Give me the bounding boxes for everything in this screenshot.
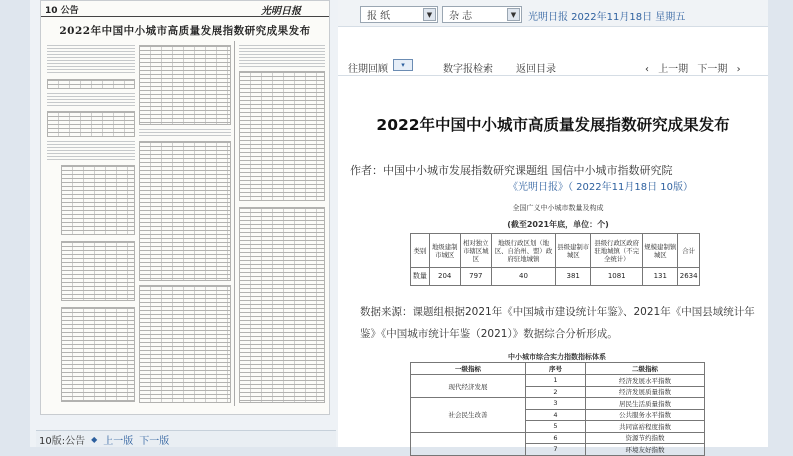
- article-authors: 作者：中国中小城市发展指数研究课题组 国信中小城市指数研究院: [350, 164, 673, 177]
- newspaper-page-thumbnail[interactable]: [40, 0, 330, 415]
- calendar-icon[interactable]: ▾: [393, 59, 413, 71]
- table-header-cell: 县级行政区政府驻地城镇（不完全统计）: [591, 234, 643, 268]
- table-cell: [411, 432, 526, 455]
- table-header-cell: 地级行政区划（地区、自治州、盟）政府驻地城镇: [491, 234, 555, 268]
- current-page-label: 10版:公告: [39, 435, 86, 447]
- table-header-cell: 序号: [526, 363, 586, 375]
- table-cell: 204: [429, 268, 460, 286]
- table-block: [139, 141, 231, 281]
- text-block: [47, 141, 135, 161]
- page-preview-panel: [30, 0, 338, 447]
- table-cell: 131: [643, 268, 678, 286]
- table-block: [47, 111, 135, 137]
- chevron-down-icon: ▼: [507, 8, 520, 21]
- table-block: [61, 165, 135, 235]
- page-navigation: [36, 430, 336, 447]
- table-block: [139, 285, 231, 403]
- chevron-right-icon: ›: [736, 64, 741, 75]
- paper-page-label: 10 公告: [45, 6, 79, 16]
- arrow-left-icon: ◆: [91, 434, 98, 444]
- table-block: [139, 45, 231, 125]
- table-row: [411, 432, 705, 444]
- digital-search-link[interactable]: 数字报检索: [443, 64, 493, 75]
- table-block: [47, 79, 135, 89]
- table-cell: 4: [526, 409, 586, 421]
- prev-issue-link[interactable]: 上一期: [658, 64, 689, 75]
- issue-navigation: [645, 60, 747, 75]
- newspaper-select-value: 报 纸: [367, 11, 391, 22]
- city-count-table: [410, 233, 700, 286]
- text-block: [47, 93, 135, 107]
- text-block: [139, 129, 231, 137]
- chevron-left-icon: ‹: [645, 64, 649, 75]
- back-to-index-link[interactable]: 返回目录: [516, 64, 556, 75]
- table-header-cell: 合计: [678, 234, 700, 268]
- table-header-cell: 规模建制镇城区: [643, 234, 678, 268]
- table-cell: 381: [556, 268, 591, 286]
- index-system-table: [410, 362, 705, 456]
- table-cell: 3: [526, 398, 586, 410]
- table-cell: 5: [526, 421, 586, 433]
- table-cell: 共同富裕程度指数: [586, 421, 705, 433]
- table-cell: 1: [526, 375, 586, 387]
- text-block: [239, 45, 325, 67]
- table-header-cell: 相对独立市辖区城区: [460, 234, 491, 268]
- paper-header: [41, 1, 329, 17]
- table-cell: 797: [460, 268, 491, 286]
- magazine-select[interactable]: [442, 6, 522, 23]
- table-cell: 2: [526, 386, 586, 398]
- article-source: 《光明日报》（ 2022年11月18日 10版）: [508, 182, 693, 193]
- table-cell: 6: [526, 432, 586, 444]
- next-issue-link[interactable]: 下一期: [697, 64, 728, 75]
- table-cell: 1081: [591, 268, 643, 286]
- table-cell: 公共服务水平指数: [586, 409, 705, 421]
- table-row: [411, 398, 705, 410]
- article-title: 2022年中国中小城市高质量发展指数研究成果发布: [376, 116, 730, 134]
- issue-date: 光明日报 2022年11月18日 星期五: [528, 12, 686, 23]
- table-cell: 环境友好指数: [586, 444, 705, 456]
- table-cell: 2634: [678, 268, 700, 286]
- top-bar: [338, 0, 768, 27]
- table-header-cell: 一级指标: [411, 363, 526, 375]
- table-cell: 社会民生改善: [411, 398, 526, 433]
- table-cell: 居民生活质量指数: [586, 398, 705, 410]
- table-block: [61, 307, 135, 402]
- paper-headline: 2022年中国中小城市高质量发展指数研究成果发布: [59, 25, 311, 37]
- table-cell: 40: [491, 268, 555, 286]
- table-header-cell: 县级建制市城区: [556, 234, 591, 268]
- table-block: [61, 241, 135, 301]
- table-header-cell: 类别: [411, 234, 430, 268]
- data-source-note: 数据来源：课题组根据2021年《中国城市建设统计年鉴》、2021年《中国县域统计年鉴》《中国城市统计年鉴（2021）》数据综合分析形成。: [360, 306, 755, 340]
- table-cell: 经济发展水平指数: [586, 375, 705, 387]
- table2-caption: 中小城市综合实力指数指标体系: [508, 353, 606, 361]
- table-header-cell: 地级建制市城区: [429, 234, 460, 268]
- table-cell: 7: [526, 444, 586, 456]
- table-block: [239, 71, 325, 201]
- masthead-logo: 光明日报: [261, 6, 301, 17]
- table-header-cell: 二级指标: [586, 363, 705, 375]
- magazine-select-value: 杂 志: [449, 11, 473, 22]
- past-issues-link[interactable]: 往期回顾: [348, 64, 388, 75]
- column-divider: [234, 41, 235, 406]
- newspaper-select[interactable]: [360, 6, 438, 23]
- text-block: [47, 45, 135, 75]
- table1-subcaption: (截至2021年底，单位：个): [507, 220, 609, 229]
- table-block: [239, 207, 325, 403]
- table-cell: 资源节约指数: [586, 432, 705, 444]
- prev-page-link[interactable]: 上一版: [103, 435, 134, 447]
- next-page-link[interactable]: 下一版: [139, 435, 170, 447]
- chevron-down-icon: ▼: [423, 8, 436, 21]
- table1-caption: 全国广义中小城市数量及构成: [512, 204, 604, 212]
- table-cell: 数量: [411, 268, 430, 286]
- table-row: [411, 375, 705, 387]
- table-cell: 经济发展质量指数: [586, 386, 705, 398]
- table-cell: 现代经济发展: [411, 375, 526, 398]
